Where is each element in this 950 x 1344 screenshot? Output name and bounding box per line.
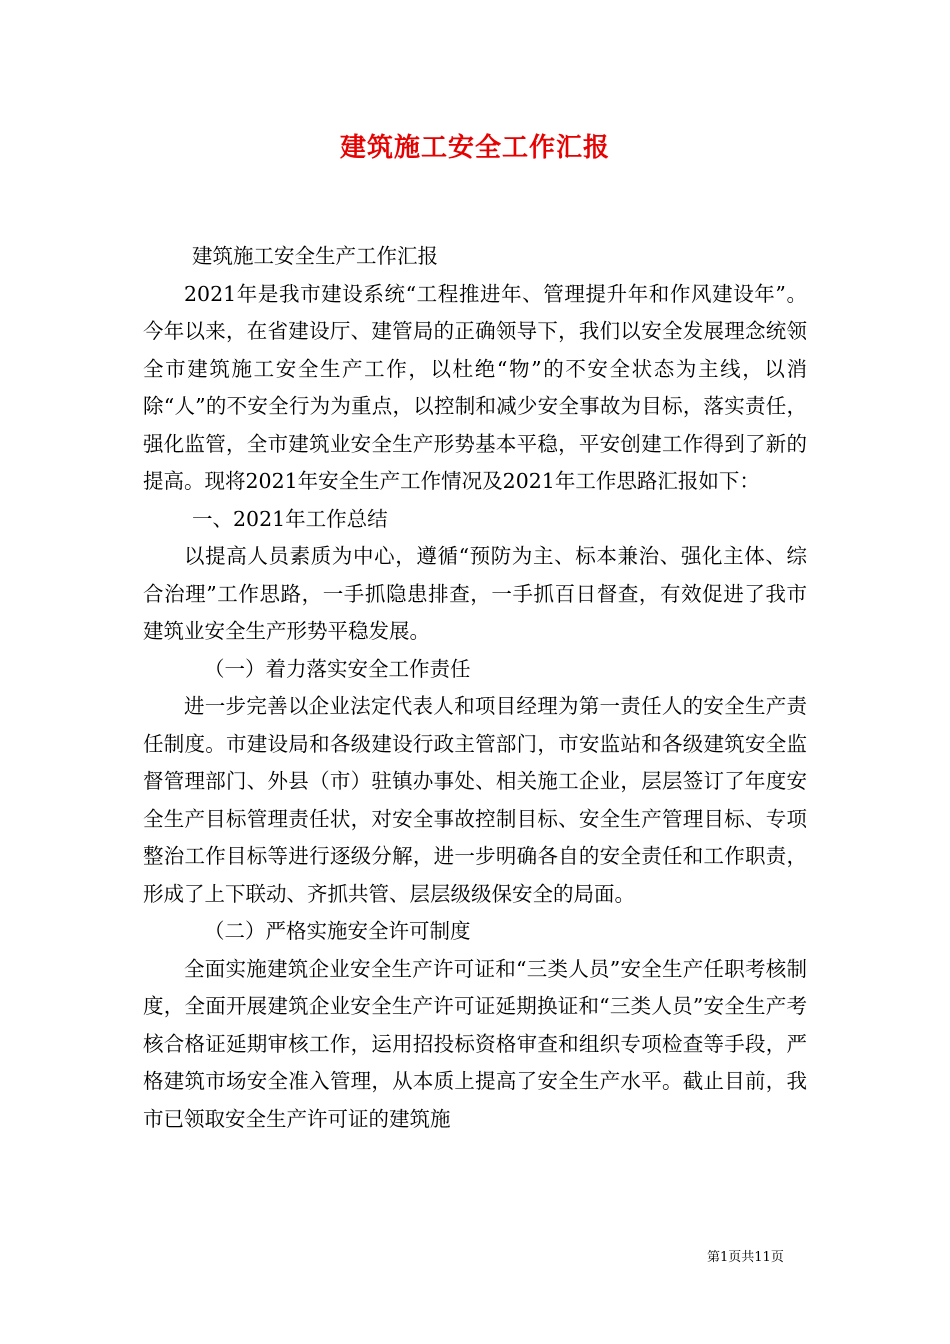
page-number: 第1页共11页 (707, 1250, 784, 1265)
permit-paragraph: 全面实施建筑企业安全生产许可证和“三类人员”安全生产任职考核制度，全面开展建筑企业安全生产许可证延期换证和“三类人员”安全生产考核合格证延期审核工作，运用招投标资格审查和组织专项检查等手段，严格建筑市场安全准入管理，从本质上提高了安全生产水平。截止目前，我市已领取安全生产许可证的建筑施 (143, 956, 807, 1131)
intro-paragraph: 2021年是我市建设系统“工程推进年、管理提升年和作风建设年”。今年以来，在省建设厅、建管局的正确领导下，我们以安全发展理念统领全市建筑施工安全生产工作，以杜绝“物”的不安全状态为主线，以消除“人”的不安全行为为重点，以控制和减少安全事故为目标，落实责任，强化监管，全市建筑业安全生产形势基本平稳，平安创建工作得到了新的提高。现将2021年安全生产工作情况及2021年工作思路汇报如下： (143, 281, 807, 493)
report-subtitle: 建筑施工安全生产工作汇报 (192, 244, 438, 268)
summary-paragraph: 以提高人员素质为中心，遵循“预防为主、标本兼治、强化主体、综合治理”工作思路，一手抓隐患排查，一手抓百日督查，有效促进了我市建筑业安全生产形势平稳发展。 (143, 544, 807, 643)
subsection-heading-responsibility: （一）着力落实安全工作责任 (204, 656, 471, 681)
responsibility-paragraph: 进一步完善以企业法定代表人和项目经理为第一责任人的安全生产责任制度。市建设局和各级建设行政主管部门，市安监站和各级建筑安全监督管理部门、外县（市）驻镇办事处、相关施工企业，层层签订了年度安全生产目标管理责任状，对安全事故控制目标、安全生产管理目标、专项整治工作目标等进行逐级分解，进一步明确各自的安全责任和工作职责，形成了上下联动、齐抓共管、层层级级保安全的局面。 (143, 694, 807, 906)
document-body (143, 238, 807, 1138)
document-title: 建筑施工安全工作汇报 (339, 133, 610, 163)
subsection-heading-permit: （二）严格实施安全许可制度 (204, 919, 471, 943)
section-heading-summary: 一、2021年工作总结 (192, 506, 388, 531)
